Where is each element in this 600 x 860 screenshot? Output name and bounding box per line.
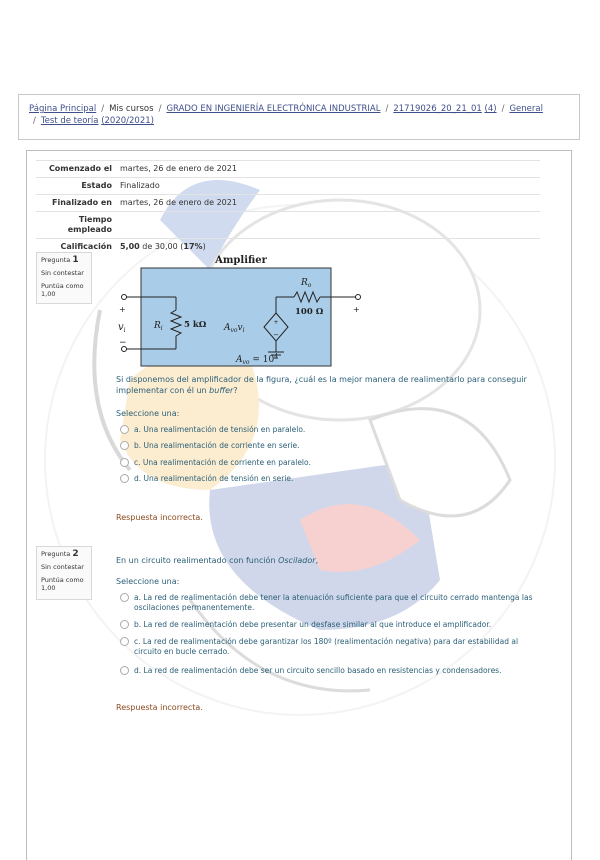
q2-option-a[interactable]: a. La red de realimentación debe tener la atenuación suficiente para que el circuito cerrado mantenga las oscilaciones permanentemente. (120, 593, 550, 613)
q2-option-d[interactable]: d. La red de realimentación debe ser un circuito sencillo basado en resistencias y condensadores. (120, 666, 550, 677)
summary-value: martes, 26 de enero de 2021 (116, 195, 540, 212)
amplifier-circuit-figure (116, 252, 366, 370)
question-info-2 (36, 546, 92, 600)
q2-option-b[interactable]: b. La red de realimentación debe presentar un desfase similar al que introduce el amplificador. (120, 620, 550, 631)
radio-button[interactable] (120, 474, 129, 483)
source-label: $A_{vo}v_i$ (224, 323, 245, 334)
vi-label: $v_i$ (118, 322, 126, 334)
question-prefix: Pregunta (41, 256, 71, 264)
q1-option-b[interactable]: b. Una realimentación de corriente en serie. (120, 441, 550, 452)
summary-row-time (36, 212, 540, 239)
question-number: 1 (72, 255, 79, 265)
summary-row-finished (36, 195, 540, 212)
breadcrumb (18, 94, 580, 140)
breadcrumb-my-courses: Mis cursos (109, 104, 154, 114)
breadcrumb-year-link[interactable]: (2020/2021) (101, 116, 154, 126)
question-points: Puntúa como 1,00 (41, 282, 84, 298)
grade-score: 5,00 (120, 242, 140, 251)
circuit-title: Amplifier (215, 255, 267, 266)
select-label-1: Seleccione una: (116, 409, 180, 418)
summary-label: Comenzado el (36, 161, 116, 178)
gain-label: $A_{vo} = 10^4$ (236, 353, 279, 366)
question-text-2: En un circuito realimentado con función Oscilador, (116, 556, 319, 565)
radio-button[interactable] (120, 666, 129, 675)
breadcrumb-separator: / (33, 116, 36, 126)
summary-value: martes, 26 de enero de 2021 (116, 161, 540, 178)
breadcrumb-degree-link[interactable]: GRADO EN INGENIERÍA ELECTRÓNICA INDUSTRIAL (166, 104, 381, 114)
question-text-1: Si disponemos del amplificador de la figura, ¿cuál es la mejor manera de realimentarlo para conseguir implementar con él un buffer? (116, 375, 527, 395)
summary-row-state (36, 178, 540, 195)
summary-value (116, 212, 540, 239)
breadcrumb-separator: / (158, 104, 162, 114)
ri-label: $R_i$ (154, 321, 163, 332)
select-label-2: Seleccione una: (116, 577, 180, 586)
vi-plus: + (119, 305, 126, 314)
vo-plus: + (353, 305, 360, 314)
radio-button[interactable] (120, 425, 129, 434)
breadcrumb-separator: / (101, 104, 105, 114)
breadcrumb-separator: / (501, 104, 505, 114)
summary-label: Estado (36, 178, 116, 195)
q2-option-c[interactable]: c. La red de realimentación debe garantizar los 180º (realimentación negativa) para dar estabilidad al circuito en bucle cerrado. (120, 637, 550, 657)
question-points: Puntúa como 1,00 (41, 576, 84, 592)
src-minus: − (273, 331, 279, 339)
question-prefix: Pregunta (41, 550, 71, 558)
grade-total: de 30,00 ( (139, 242, 184, 251)
q1-option-c[interactable]: c. Una realimentación de corriente en paralelo. (120, 458, 550, 469)
attempt-summary-table (36, 160, 540, 255)
grade-percent: 17% (183, 242, 203, 251)
feedback-2: Respuesta incorrecta. (116, 703, 203, 712)
ri-value: 5 kΩ (184, 320, 207, 330)
grade-end: ) (202, 242, 206, 251)
radio-button[interactable] (120, 637, 129, 646)
breadcrumb-general-link[interactable]: General (509, 104, 543, 114)
breadcrumb-separator: / (385, 104, 389, 114)
feedback-1: Respuesta incorrecta. (116, 513, 203, 522)
src-plus: + (273, 319, 279, 326)
q1-option-d[interactable]: d. Una realimentación de tensión en serie. (120, 474, 550, 485)
question-info-1 (36, 252, 92, 304)
summary-label: Finalizado en (36, 195, 116, 212)
breadcrumb-group-link[interactable]: (4) (484, 104, 497, 114)
ro-label: $R_o$ (301, 278, 312, 289)
summary-label: Calificación (36, 239, 116, 256)
radio-button[interactable] (120, 458, 129, 467)
radio-button[interactable] (120, 441, 129, 450)
summary-label: Tiempo empleado (36, 212, 116, 239)
question-status: Sin contestar (41, 563, 84, 571)
radio-button[interactable] (120, 620, 129, 629)
breadcrumb-course-code-link[interactable]: 21719026_20_21_01 (393, 104, 482, 114)
question-status: Sin contestar (41, 269, 84, 277)
radio-button[interactable] (120, 593, 129, 602)
q1-option-a[interactable]: a. Una realimentación de tensión en paralelo. (120, 425, 550, 436)
question-number: 2 (72, 549, 79, 559)
summary-row-started (36, 161, 540, 178)
breadcrumb-test-link[interactable]: Test de teoría (40, 116, 99, 126)
vi-minus: − (119, 338, 127, 348)
summary-value: Finalizado (116, 178, 540, 195)
ro-value: 100 Ω (295, 307, 324, 317)
breadcrumb-home-link[interactable]: Página Principal (29, 104, 97, 114)
